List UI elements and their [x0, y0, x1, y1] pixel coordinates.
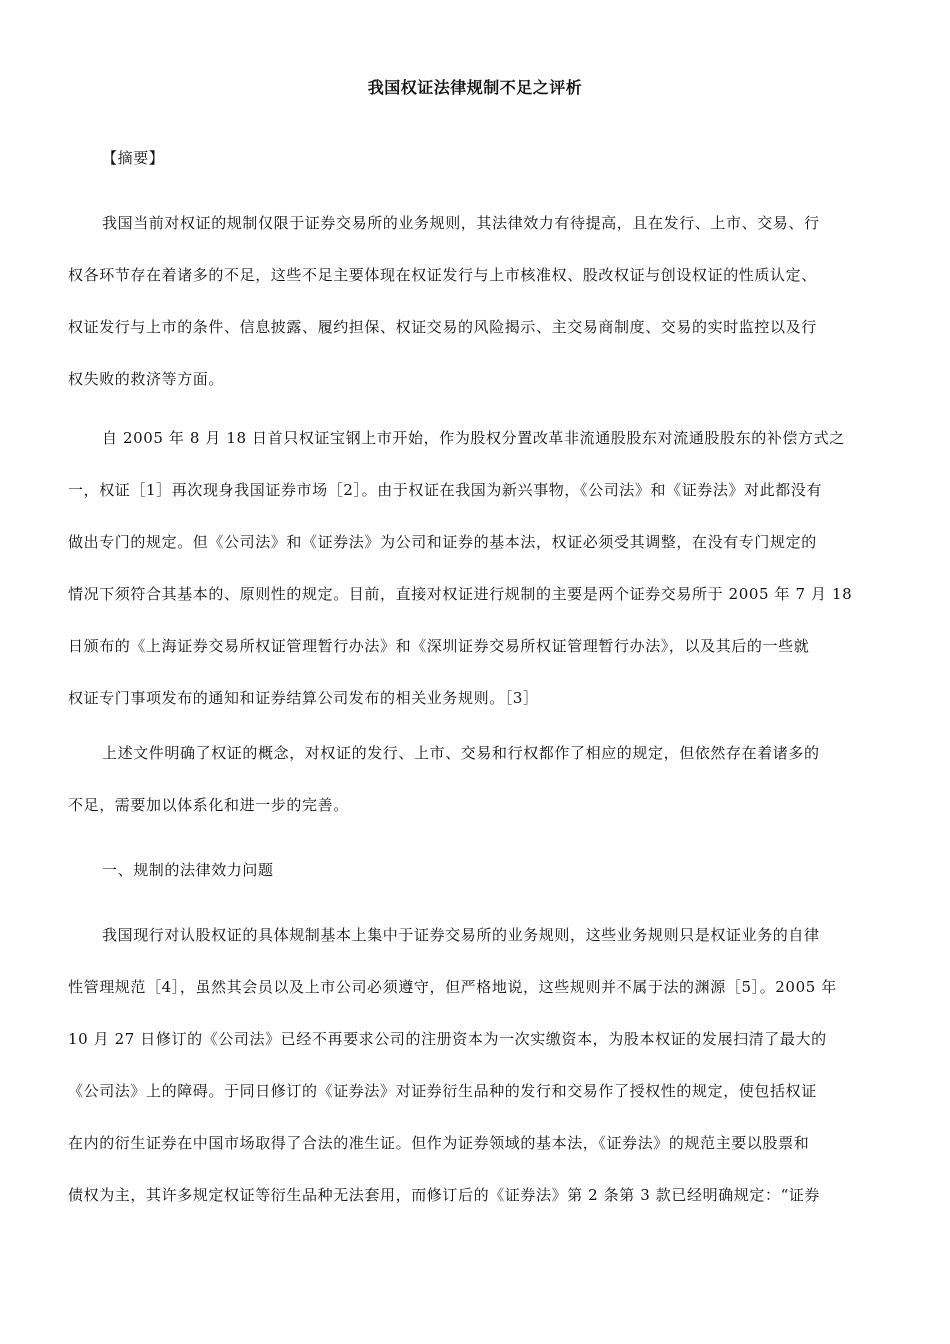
text-line: 权证发行与上市的条件、信息披露、履约担保、权证交易的风险揭示、主交易商制度、交易的实时监控以及行	[68, 318, 817, 336]
section-heading: 一、规制的法律效力问题	[102, 861, 274, 879]
text-line: 我国现行对认股权证的具体规制基本上集中于证券交易所的业务规则，这些业务规则只是权证业务的自律	[102, 926, 820, 944]
text-line: 权各环节存在着诸多的不足，这些不足主要体现在权证发行与上市核准权、股改权证与创设权证的性质认定、	[68, 266, 817, 284]
text-line: 在内的衍生证券在中国市场取得了合法的准生证。但作为证券领域的基本法，《证券法》的规范主要以股票和	[68, 1134, 810, 1152]
text-line: 日颁布的《上海证券交易所权证管理暂行办法》和《深圳证券交易所权证管理暂行办法》，以及其后的一些就	[68, 637, 810, 655]
document-title: 我国权证法律规制不足之评析	[367, 78, 583, 97]
intro-paragraph	[68, 412, 882, 724]
abstract-paragraph	[68, 197, 882, 405]
text-line: 10 月 27 日修订的《公司法》已经不再要求公司的注册资本为一次实缴资本，为股本权证的发展扫清了最大的	[68, 1030, 827, 1048]
text-line: 自 2005 年 8 月 18 日首只权证宝钢上市开始，作为股权分置改革非流通股股东对流通股股东的补偿方式之	[102, 429, 845, 447]
text-line: 权证专门事项发布的通知和证券结算公司发布的相关业务规则。［3］	[68, 689, 539, 707]
text-line: 权失败的救济等方面。	[68, 370, 225, 388]
text-line: 一，权证［1］再次现身我国证券市场［2］。由于权证在我国为新兴事物，《公司法》和《证券法》对此都没有	[68, 481, 823, 499]
text-line: 性管理规范［4］，虽然其会员以及上市公司必须遵守，但严格地说，这些规则并不属于法的渊源［5］。2005 年	[68, 978, 837, 996]
text-line: 做出专门的规定。但《公司法》和《证券法》为公司和证券的基本法，权证必须受其调整，在没有专门规定的	[68, 533, 817, 551]
text-line: 债权为主，其许多规定权证等衍生品种无法套用，而修订后的《证券法》第 2 条第 3 款已经明确规定：“证券	[68, 1186, 821, 1204]
summary-paragraph	[68, 727, 882, 831]
text-line: 不足，需要加以体系化和进一步的完善。	[68, 796, 349, 814]
text-line: 上述文件明确了权证的概念，对权证的发行、上市、交易和行权都作了相应的规定，但依然存在着诸多的	[102, 744, 820, 762]
text-line: 《公司法》上的障碍。于同日修订的《证券法》对证券衍生品种的发行和交易作了授权性的规定，使包括权证	[68, 1082, 817, 1100]
section-paragraph	[68, 909, 882, 1221]
abstract-label: 【摘要】	[102, 149, 165, 167]
text-line: 情况下须符合其基本的、原则性的规定。目前，直接对权证进行规制的主要是两个证券交易所于 2005 年 7 月 18	[68, 585, 853, 603]
text-line: 我国当前对权证的规制仅限于证券交易所的业务规则，其法律效力有待提高，且在发行、上市、交易、行	[102, 214, 820, 232]
